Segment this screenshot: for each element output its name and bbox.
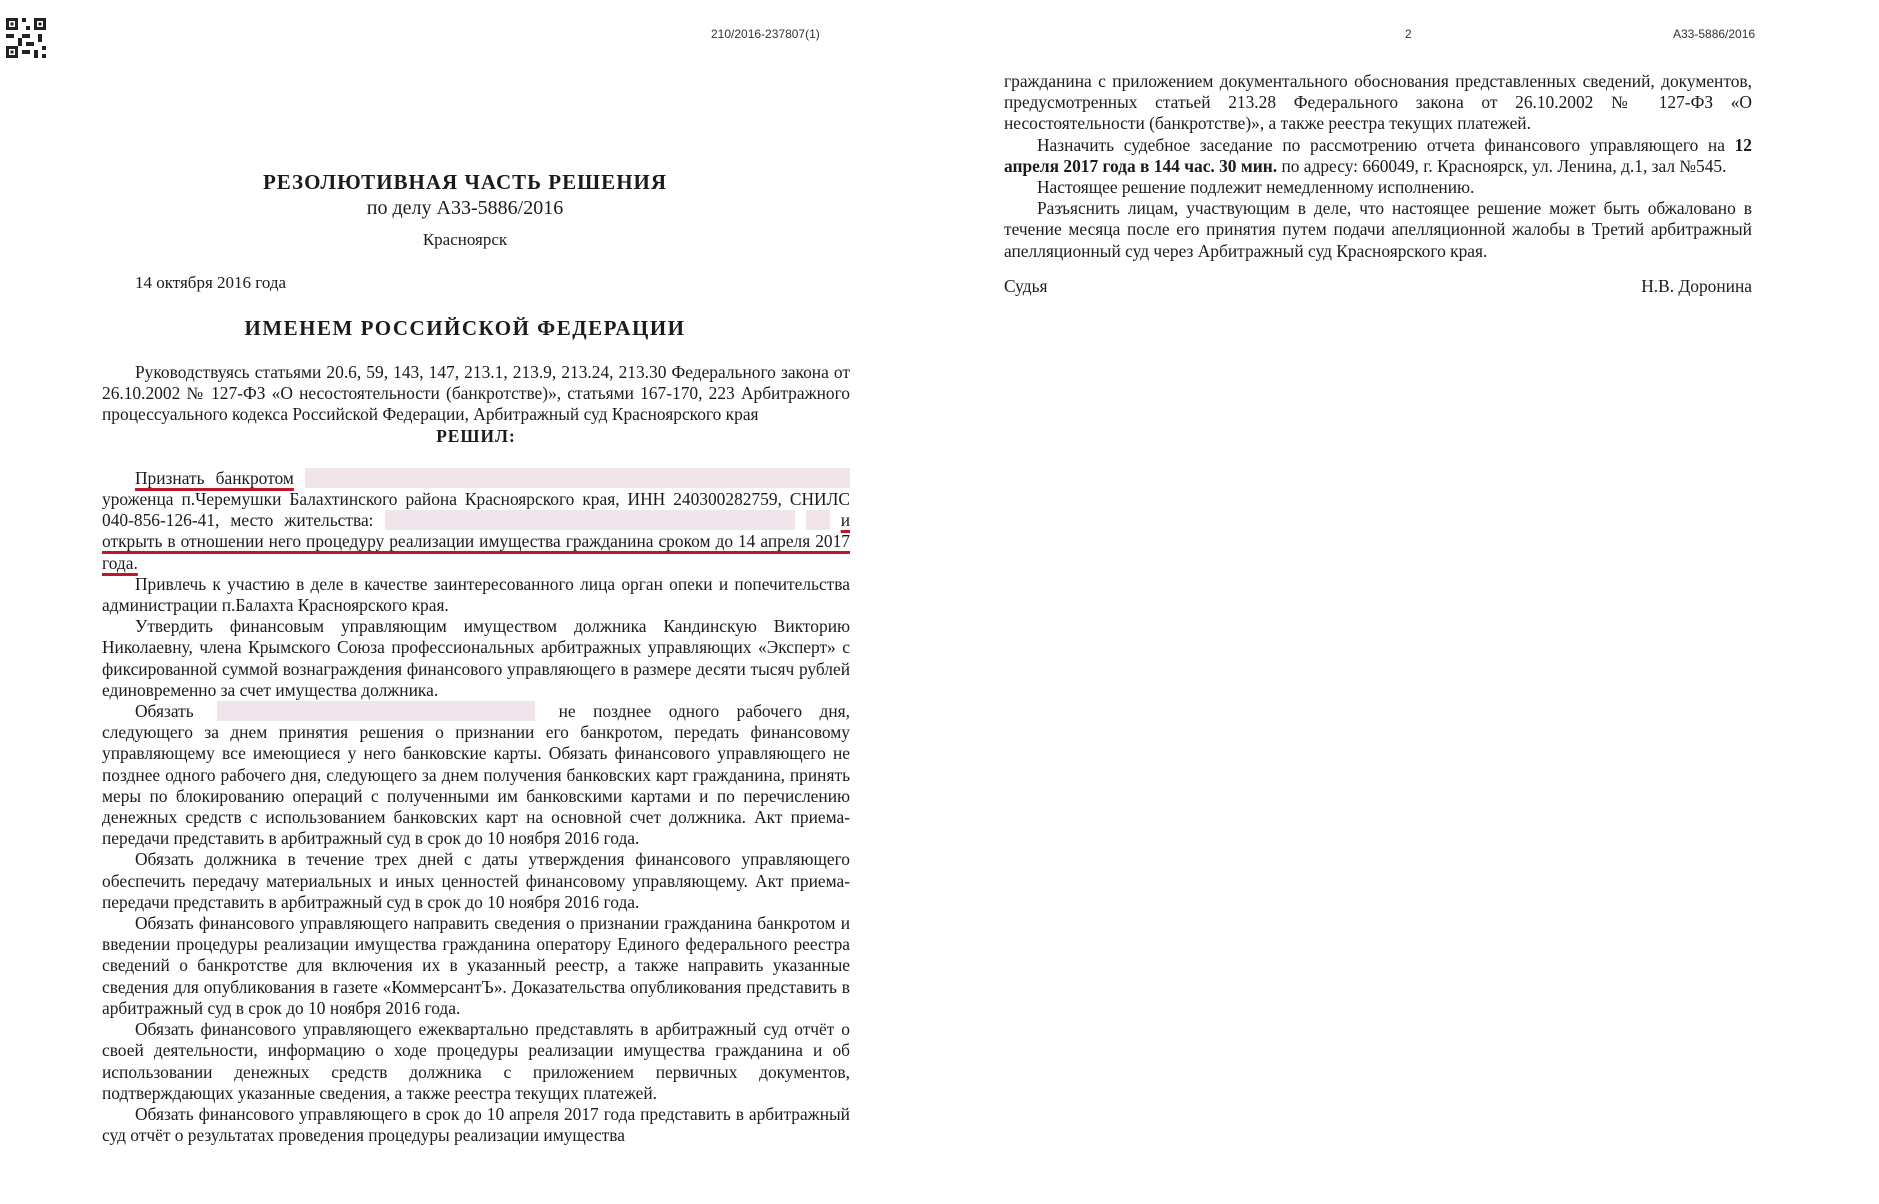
qr-code-icon bbox=[6, 18, 46, 58]
redacted-address-end bbox=[806, 510, 830, 530]
paragraph: Привлечь к участию в деле в качестве заинтересованного лица орган опеки и попечительства администрации п.Балахта Красноярского края. bbox=[102, 573, 850, 616]
decision-body bbox=[102, 362, 850, 1146]
paragraph: Обязать финансового управляющего ежеквартально представлять в арбитражный суд отчёт о своей деятельности, информацию о ходе процедуры реализации имущества гражданина и об использовании денежных средств должника с приложением первичных документов, подтверждающих указанные сведения, а также реестра текущих платежей. bbox=[102, 1019, 850, 1103]
signature-block bbox=[1004, 276, 1752, 300]
underlined-procedure-text: и открыть в отношении него процедуру реализации имущества гражданина сроком до 14 апреля 2017 года. bbox=[102, 510, 851, 573]
page-number: 2 bbox=[1405, 27, 1412, 41]
paragraph: Обязать финансового управляющего в срок до 10 апреля 2017 года представить в арбитражный суд отчёт о результатах проведения процедуры реализации имущества bbox=[102, 1103, 850, 1146]
redacted-address bbox=[385, 510, 795, 530]
resolved-heading: РЕШИЛ: bbox=[436, 425, 516, 446]
document-page-1 bbox=[0, 0, 935, 1204]
judge-name: Н.В. Доронина bbox=[1641, 275, 1752, 296]
paragraph: гражданина с приложением документального обоснования представленных сведений, документов, предусмотренных статьей 213.28 Федерального закона от 26.10.2002 № 127-ФЗ «О несостоятельности (банкротстве)», а также реестра текущих платежей. bbox=[1004, 71, 1752, 134]
decision-date: 14 октября 2016 года bbox=[135, 273, 287, 292]
bankruptcy-paragraph bbox=[102, 468, 850, 574]
document-title: РЕЗОЛЮТИВНАЯ ЧАСТЬ РЕШЕНИЯ bbox=[262, 170, 668, 194]
paragraph: Обязать должника в течение трех дней с даты утверждения финансового управляющего обеспечить передачу материальных и иных ценностей финансовому управляющему. Акт приема-передачи представить в арбитражный суд в срок до 10 ноября 2016 года. bbox=[102, 849, 850, 912]
document-barcode-number: 210/2016-237807(1) bbox=[711, 27, 820, 41]
case-number: по делу А33-5886/2016 bbox=[366, 197, 564, 219]
intro-paragraph: Руководствуясь статьями 20.6, 59, 143, 147, 213.1, 213.9, 213.24, 213.30 Федерального закона от 26.10.2002 № 127-ФЗ «О несостоятельности (банкротстве)», статьями 167-170, 223 Арбитражного процессуального кодекса Российской Федерации, Арбитражный суд Красноярского края bbox=[102, 362, 850, 425]
underlined-phrase: Признать банкротом bbox=[135, 467, 294, 488]
federation-heading: ИМЕНЕМ РОССИЙСКОЙ ФЕДЕРАЦИИ bbox=[244, 316, 686, 340]
paragraph-text: уроженца п.Черемушки Балахтинского района Красноярского края, ИНН 240300282759, СНИЛС 040-856-126-41, место жительства: bbox=[102, 489, 850, 531]
paragraph: Разъяснить лицам, участвующим в деле, что настоящее решение может быть обжаловано в течение месяца после его принятия путем подачи апелляционной жалобы в Третий арбитражный апелляционный суд через Арбитражный суд Красноярского края. bbox=[1004, 198, 1752, 261]
case-code: А33-5886/2016 bbox=[1673, 27, 1756, 41]
paragraph: Обязать финансового управляющего направить сведения о признании гражданина банкротом и введении процедуры реализации имущества гражданина оператору Единого федерального реестра сведений о банкротстве для включения их в указанный реестр, а также направить указанные сведения для опубликования в газете «КоммерсантЪ». Доказательства опубликования представить в арбитражный суд в срок до 10 ноября 2016 года. bbox=[102, 913, 850, 1018]
paragraph: Утвердить финансовым управляющим имуществом должника Кандинскую Викторию Николаевну, члена Крымского Союза профессиональных арбитражных управляющих «Эксперт» с фиксированной суммой вознаграждения финансового управляющего в размере десяти тысяч рублей единовременно за счет имущества должника. bbox=[102, 616, 850, 700]
paragraph: Настоящее решение подлежит немедленному исполнению. bbox=[1037, 177, 1475, 198]
hearing-date: 12 апреля 2017 года в 144 час. 30 мин. bbox=[1004, 134, 1752, 176]
redacted-name bbox=[217, 701, 535, 721]
paragraph-text: Обязать bbox=[135, 701, 194, 722]
document-page-2 bbox=[935, 0, 1879, 1204]
decision-body-continued bbox=[1004, 71, 1752, 300]
paragraph-text: не позднее одного рабочего дня, следующего за днем принятия решения о признании его банкротом, передать финансовому управляющему все имеющиеся у него банковские карты. Обязать финансового управляющего не позднее одного рабочего дня, следующего за днем получения банковских карт гражданина, принять меры по блокированию операций с полученными им банковскими картами и по перечислению денежных средств с использованием банковских карт на основной счет должника. Акт приема-передачи представить в арбитражный суд в срок до 10 ноября 2016 года. bbox=[102, 701, 850, 849]
city: Красноярск bbox=[422, 230, 508, 249]
hearing-paragraph bbox=[1004, 135, 1752, 177]
paragraph-text: по адресу: 660049, г. Красноярск, ул. Ленина, д.1, зал №545. bbox=[1281, 155, 1727, 176]
judge-label: Судья bbox=[1004, 275, 1048, 296]
paragraph-text: Назначить судебное заседание по рассмотрению отчета финансового управляющего на bbox=[1037, 134, 1725, 155]
redacted-name bbox=[305, 468, 850, 488]
paragraph bbox=[102, 701, 850, 849]
